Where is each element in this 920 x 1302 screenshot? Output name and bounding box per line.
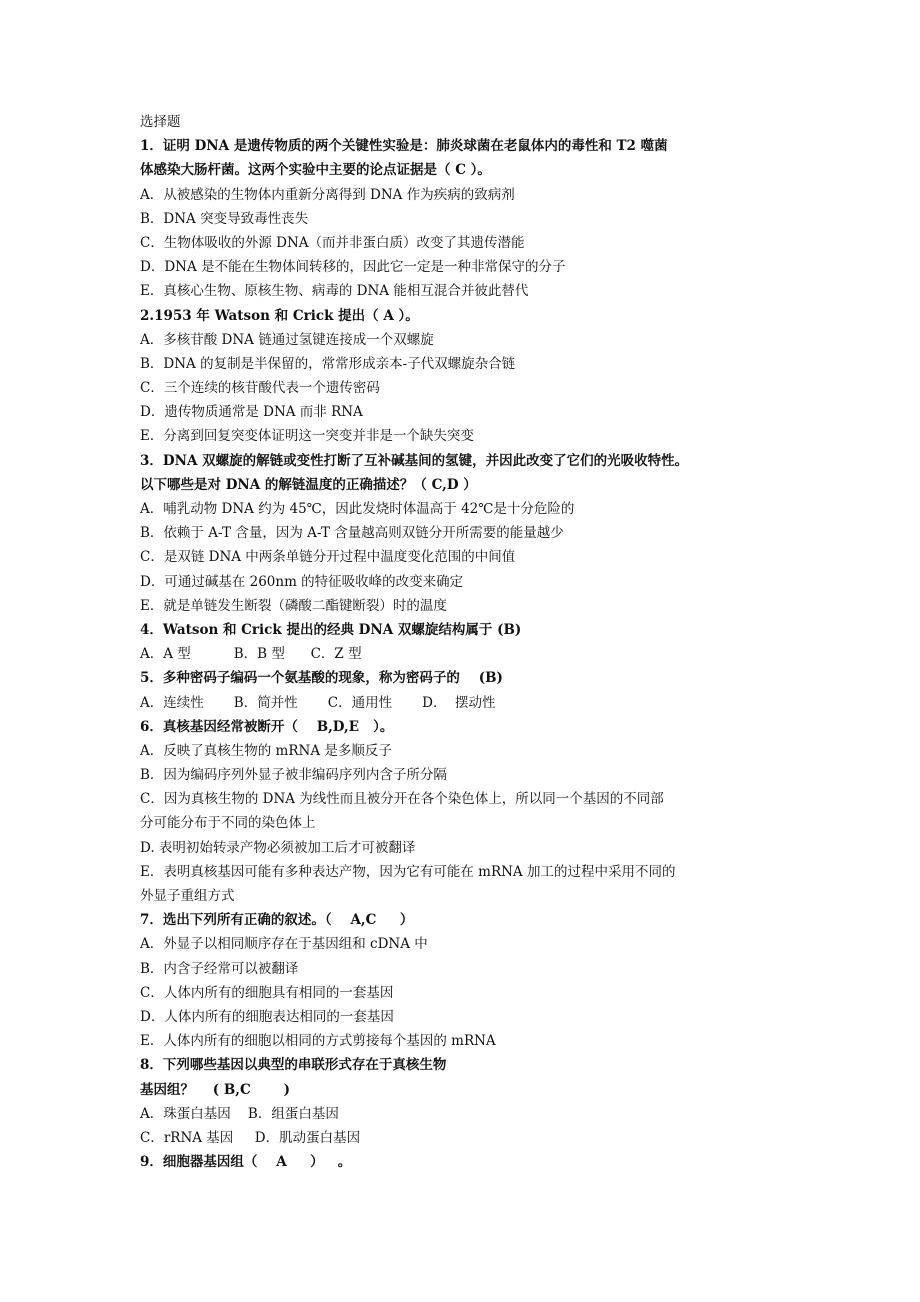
question-4-options: A．A 型 B．B 型 C．Z 型 (140, 646, 362, 663)
question-1-option-e: E．真核心生物、原核生物、病毒的 DNA 能相互混合并彼此替代 (140, 283, 529, 300)
question-8-stem-line-1: 8．下列哪些基因以典型的串联形式存在于真核生物 (140, 1057, 447, 1074)
question-7-option-a: A．外显子以相同顺序存在于基因组和 cDNA 中 (140, 936, 428, 953)
question-6-option-c-line-2: 分可能分布于不同的染色体上 (140, 815, 316, 832)
question-9-stem: 9．细胞器基因组（ A ） 。 (140, 1154, 352, 1171)
question-3-stem-line-1: 3．DNA 双螺旋的解链或变性打断了互补碱基间的氢键，并因此改变了它们的光吸收特性。 (140, 452, 689, 469)
question-8-stem-line-2: 基因组？ ( B,C ) (140, 1081, 291, 1098)
question-8-options-line-1: A．珠蛋白基因 B．组蛋白基因 (140, 1105, 339, 1122)
question-6-stem: 6．真核基因经常被断开（ B,D,E ）。 (140, 718, 394, 735)
question-3-option-a: A．哺乳动物 DNA 约为 45℃，因此发烧时体温高于 42℃是十分危险的 (140, 501, 575, 517)
question-6-option-a: A．反映了真核生物的 mRNA 是多顺反子 (140, 742, 392, 759)
question-3-option-b: B．依赖于 A-T 含量，因为 A-T 含量越高则双链分开所需要的能量越少 (140, 525, 564, 542)
question-7-stem: 7．选出下列所有正确的叙述。（ A,C ） (140, 912, 414, 929)
question-1-stem-line-2: 体感染大肠杆菌。这两个实验中主要的论点证据是（ C ）。 (140, 162, 491, 179)
question-6-option-d: D. 表明初始转录产物必须被加工后才可被翻译 (140, 839, 416, 856)
question-1-option-a: A．从被感染的生物体内重新分离得到 DNA 作为疾病的致病剂 (140, 186, 515, 203)
question-3-stem-line-2: 以下哪些是对 DNA 的解链温度的正确描述？（ C,D ） (140, 476, 477, 493)
question-6-option-c-line-1: C．因为真核生物的 DNA 为线性而且被分开在各个染色体上，所以同一个基因的不同部 (140, 791, 664, 808)
question-4-stem: 4．Watson 和 Crick 提出的经典 DNA 双螺旋结构属于 (B) (140, 621, 522, 638)
question-2-stem: 2.1953 年 Watson 和 Crick 提出（ A ）。 (140, 307, 419, 324)
question-1-stem-line-1: 1．证明 DNA 是遗传物质的两个关键性实验是：肺炎球菌在老鼠体内的毒性和 T2 噬菌 (140, 138, 668, 155)
question-6-option-b: B．因为编码序列外显子被非编码序列内含子所分隔 (140, 767, 447, 784)
question-2-option-c: C．三个连续的核苷酸代表一个遗传密码 (140, 380, 380, 397)
question-6-option-e-line-2: 外显子重组方式 (140, 888, 235, 904)
question-1-option-c: C．生物体吸收的外源 DNA（而并非蛋白质）改变了其遗传潜能 (140, 234, 525, 251)
section-title: 选择题 (140, 114, 181, 130)
document-page (140, 110, 800, 1174)
question-1-option-b: B．DNA 突变导致毒性丧失 (140, 210, 309, 227)
question-7-option-e: E．人体内所有的细胞以相同的方式剪接每个基因的 mRNA (140, 1033, 496, 1050)
question-7-option-b: B．内含子经常可以被翻译 (140, 960, 299, 977)
question-6-option-e-line-1: E．表明真核基因可能有多种表达产物，因为它有可能在 mRNA 加工的过程中采用不同的 (140, 863, 676, 880)
question-3-option-d: D．可通过碱基在 260nm 的特征吸收峰的改变来确定 (140, 573, 464, 590)
question-8-options-line-2: C．rRNA 基因 D．肌动蛋白基因 (140, 1129, 361, 1146)
question-2-option-d: D．遗传物质通常是 DNA 而非 RNA (140, 404, 363, 421)
question-5-options: A．连续性 B．简并性 C．通用性 D． 摆动性 (140, 694, 496, 711)
question-5-stem: 5．多种密码子编码一个氨基酸的现象，称为密码子的 (B) (140, 670, 503, 687)
question-2-option-a: A．多核苷酸 DNA 链通过氢键连接成一个双螺旋 (140, 331, 434, 348)
question-2-option-e: E．分离到回复突变体证明这一突变并非是一个缺失突变 (140, 428, 474, 445)
question-7-option-c: C．人体内所有的细胞具有相同的一套基因 (140, 984, 394, 1001)
question-3-option-e: E．就是单链发生断裂（磷酸二酯键断裂）时的温度 (140, 597, 447, 614)
question-7-option-d: D．人体内所有的细胞表达相同的一套基因 (140, 1008, 394, 1025)
question-1-option-d: D．DNA 是不能在生物体间转移的，因此它一定是一种非常保守的分子 (140, 259, 566, 276)
question-2-option-b: B．DNA 的复制是半保留的，常常形成亲本-子代双螺旋杂合链 (140, 355, 516, 372)
question-3-option-c: C．是双链 DNA 中两条单链分开过程中温度变化范围的中间值 (140, 549, 516, 566)
